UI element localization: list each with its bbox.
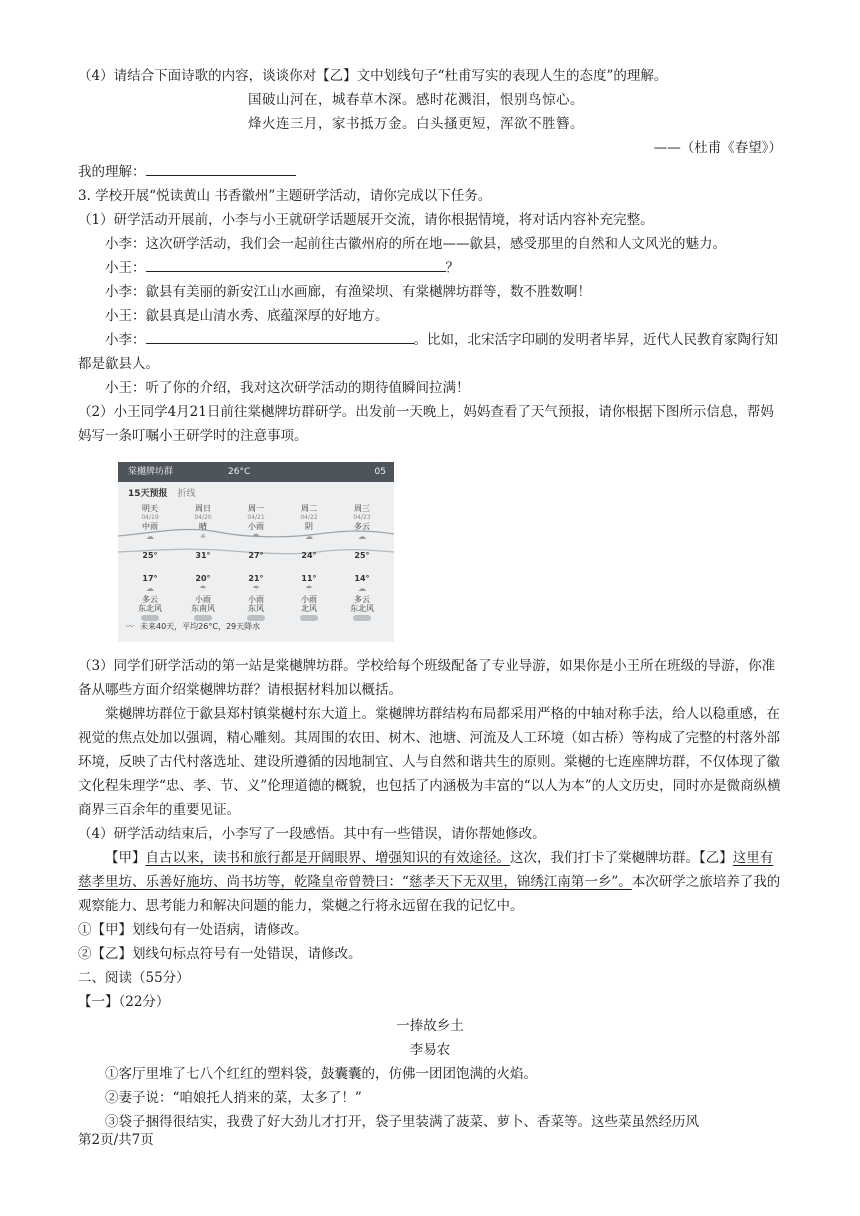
weather-footer bbox=[126, 622, 260, 632]
task3-prompt: （3）同学们研学活动的第一站是棠樾牌坊群。学校给每个班级配备了专业导游，如果你是小王所在班级的导游，你准备从哪些方面介绍棠樾牌坊群？请根据材料加以概括。 bbox=[78, 658, 776, 698]
punct: ？ bbox=[445, 260, 459, 276]
wind-level-badge bbox=[353, 615, 371, 621]
task1-prompt: （1）研学活动开展前，小李与小王就研学话题展开交流，请你根据情境，将对话内容补充完整。 bbox=[78, 212, 654, 228]
weather-day bbox=[179, 504, 227, 621]
rain-icon: ☂ bbox=[252, 532, 260, 541]
rain-icon: ☂ bbox=[199, 584, 207, 593]
underlined-sentence-jia: 自古以来，读书和旅行都是开阔眼界、增强知识的有效途径。 bbox=[145, 850, 510, 866]
day-date: 04/22 bbox=[300, 514, 318, 521]
article-author: 李易农 bbox=[409, 1042, 451, 1058]
weather-footer-text: 未来40天，平均26°C，29天降水 bbox=[140, 622, 261, 631]
night-condition: 小雨 bbox=[301, 595, 317, 604]
weather-days bbox=[126, 504, 388, 612]
cloud-icon: ☁ bbox=[358, 584, 366, 593]
rain-icon: ☂ bbox=[252, 584, 260, 593]
page-footer: 第2页/共7页 bbox=[78, 1132, 154, 1148]
low-temp: 21° bbox=[248, 574, 264, 583]
article-title: 一捧故乡土 bbox=[396, 1018, 464, 1034]
low-temp: 11° bbox=[301, 574, 317, 583]
poem-source: ——（杜甫《春望》） bbox=[653, 140, 782, 156]
day-condition: 中雨 bbox=[142, 522, 158, 531]
weather-current-temp: 26°C bbox=[228, 467, 251, 477]
low-temp: 20° bbox=[195, 574, 211, 583]
day-name: 周日 bbox=[195, 504, 211, 513]
high-temp: 25° bbox=[354, 551, 370, 560]
trend-icon: 〰 bbox=[126, 622, 134, 631]
day-date: 04/21 bbox=[247, 514, 265, 521]
weather-forecast-image bbox=[118, 462, 394, 642]
article-paragraph-3: ③袋子捆得很结实，我费了好大劲儿才打开，袋子里装满了菠菜、萝卜、香菜等。这些菜虽然经历风 bbox=[105, 1114, 699, 1130]
part1-heading: 【一】（22分） bbox=[78, 994, 170, 1010]
day-condition: 阴 bbox=[305, 522, 313, 531]
rain-icon: ☂ bbox=[305, 584, 313, 593]
weather-location: 棠樾牌坊群 bbox=[128, 467, 174, 477]
weather-day bbox=[338, 504, 386, 621]
low-temp: 17° bbox=[142, 574, 158, 583]
task4-paragraph bbox=[78, 846, 782, 918]
dialog-line-6: 小王：听了你的介绍，我对这次研学活动的期待值瞬间拉满！ bbox=[105, 380, 470, 396]
dialog-text: 。比如，北宋活字印刷的发明者毕昇，近代人民教育家陶行知都是歙县人。 bbox=[78, 332, 778, 372]
cloud-icon: ☁ bbox=[305, 532, 313, 541]
wind-level-badge bbox=[300, 615, 318, 621]
wind-direction: 东北风 bbox=[138, 604, 162, 613]
night-condition: 多云 bbox=[354, 595, 370, 604]
article-paragraph-2: ②妻子说：“咱娘托人捎来的菜，太多了！” bbox=[105, 1090, 362, 1106]
day-condition: 晴 bbox=[199, 522, 207, 531]
cloud-icon: ☁ bbox=[146, 584, 154, 593]
task4-prompt: （4）研学活动结束后，小李写了一段感悟。其中有一些错误，请你帮她修改。 bbox=[78, 826, 546, 842]
poem-line-2: 烽火连三月，家书抵万金。白头搔更短，浑欲不胜簪。 bbox=[248, 116, 584, 132]
paragraph-text: 本次研学之旅培养了我的观察能力、思考能力和解决问题的能力，棠樾之行将永远留在我的记忆中。 bbox=[78, 874, 781, 914]
day-condition: 多云 bbox=[354, 522, 370, 531]
underlined-sentence-yi: 这里有慈孝里坊、乐善好施坊、尚书坊等，乾隆皇帝曾赞曰：“慈孝天下无双里，锦绣江南第一乡”。 bbox=[78, 850, 774, 890]
dialog-line-1: 小李：这次研学活动，我们会一起前往古徽州府的所在地——歙县，感受那里的自然和人文风光的魅力。 bbox=[105, 236, 726, 252]
day-date: 04/19 bbox=[141, 514, 159, 521]
my-understanding-label: 我的理解： bbox=[78, 164, 146, 180]
label-jia: 【甲】 bbox=[105, 850, 146, 866]
dialog-line-3: 小李：歙县有美丽的新安江山水画廊，有渔梁坝、有棠樾牌坊群等，数不胜数啊！ bbox=[105, 284, 591, 300]
answer-blank[interactable] bbox=[146, 256, 446, 272]
high-temp: 24° bbox=[301, 551, 317, 560]
poem-line-1: 国破山河在，城春草木深。感时花溅泪，恨别鸟惊心。 bbox=[248, 92, 584, 108]
weather-title-text: 15天预报 bbox=[128, 489, 168, 499]
task4-sub1: ①【甲】划线句有一处语病，请修改。 bbox=[78, 922, 308, 938]
weather-title bbox=[128, 489, 196, 499]
q3-title: 3. 学校开展“悦读黄山 书香徽州”主题研学活动，请你完成以下任务。 bbox=[78, 188, 492, 204]
weather-day bbox=[232, 504, 280, 621]
answer-blank[interactable] bbox=[146, 328, 414, 344]
exam-page bbox=[78, 64, 782, 1134]
wind-level-badge bbox=[141, 615, 159, 621]
day-date: 04/23 bbox=[353, 514, 371, 521]
day-name: 明天 bbox=[142, 504, 158, 513]
day-date: 04/20 bbox=[194, 514, 212, 521]
low-temp: 14° bbox=[354, 574, 370, 583]
dialog-line-2 bbox=[78, 256, 782, 280]
wind-level-badge bbox=[247, 615, 265, 621]
weather-subtitle: 折线 bbox=[177, 489, 196, 499]
night-condition: 小雨 bbox=[195, 595, 211, 604]
article-paragraph-1: ①客厅里堆了七八个红红的塑料袋，鼓囊囊的，仿佛一团团饱满的火焰。 bbox=[105, 1066, 537, 1082]
wind-direction: 东风 bbox=[248, 604, 264, 613]
answer-blank[interactable] bbox=[146, 160, 296, 176]
task4-sub2: ②【乙】划线句标点符号有一处错误，请修改。 bbox=[78, 946, 362, 962]
speaker-label: 小王： bbox=[105, 260, 146, 276]
paragraph-text: 这次，我们打卡了棠樾牌坊群。 bbox=[510, 850, 699, 866]
high-temp: 27° bbox=[248, 551, 264, 560]
sun-icon: ☀ bbox=[199, 532, 207, 541]
label-yi: 【乙】 bbox=[699, 850, 733, 866]
day-condition: 小雨 bbox=[248, 522, 264, 531]
section2-heading: 二、阅读（55分） bbox=[78, 970, 190, 986]
night-condition: 小雨 bbox=[248, 595, 264, 604]
speaker-label: 小李： bbox=[105, 332, 146, 348]
q4-intro: （4）请结合下面诗歌的内容，谈谈你对【乙】文中划线句子“杜甫写实的表现人生的态度”的理解。 bbox=[78, 68, 668, 84]
night-condition: 多云 bbox=[142, 595, 158, 604]
my-understanding-line bbox=[78, 160, 782, 184]
high-temp: 31° bbox=[195, 551, 211, 560]
weather-day bbox=[126, 504, 174, 621]
high-temp: 25° bbox=[142, 551, 158, 560]
weather-corner: 05 bbox=[374, 467, 386, 477]
day-name: 周三 bbox=[354, 504, 370, 513]
wind-direction: 北风 bbox=[301, 604, 317, 613]
wind-level-badge bbox=[194, 615, 212, 621]
dialog-line-4: 小王：歙县真是山清水秀、底蕴深厚的好地方。 bbox=[105, 308, 389, 324]
wind-direction: 东北风 bbox=[350, 604, 374, 613]
day-name: 周二 bbox=[301, 504, 317, 513]
wind-direction: 东南风 bbox=[191, 604, 215, 613]
weather-day bbox=[285, 504, 333, 621]
dialog-line-5 bbox=[78, 328, 782, 376]
task3-material: 棠樾牌坊群位于歙县郑村镇棠樾村东大道上。棠樾牌坊群结构布局都采用严格的中轴对称手法，给人以稳重感，在视觉的焦点处加以强调，精心雕刻。其周围的农田、树木、池塘、河流及人工环境（如古桥）等构成了完整的村落外部环境，反映了古代村落选址、建设所遵循的因地制宜、人与自然和谐共生的原则。棠樾的七连座牌坊群，不仅体现了徽文化程朱理学“忠、孝、节、义”伦理道德的概貌，也包括了内涵极为丰富的“以人为本”的人文历史，同时亦是微商纵横商界三百余年的重要见证。 bbox=[78, 706, 781, 818]
weather-header-bar bbox=[118, 462, 394, 482]
cloud-icon: ☁ bbox=[146, 532, 154, 541]
day-name: 周一 bbox=[248, 504, 264, 513]
task2-prompt: （2）小王同学4月21日前往棠樾牌坊群研学。出发前一天晚上，妈妈查看了天气预报，请你根据下图所示信息，帮妈妈写一条叮嘱小王研学时的注意事项。 bbox=[78, 404, 774, 444]
cloud-icon: ☁ bbox=[358, 532, 366, 541]
